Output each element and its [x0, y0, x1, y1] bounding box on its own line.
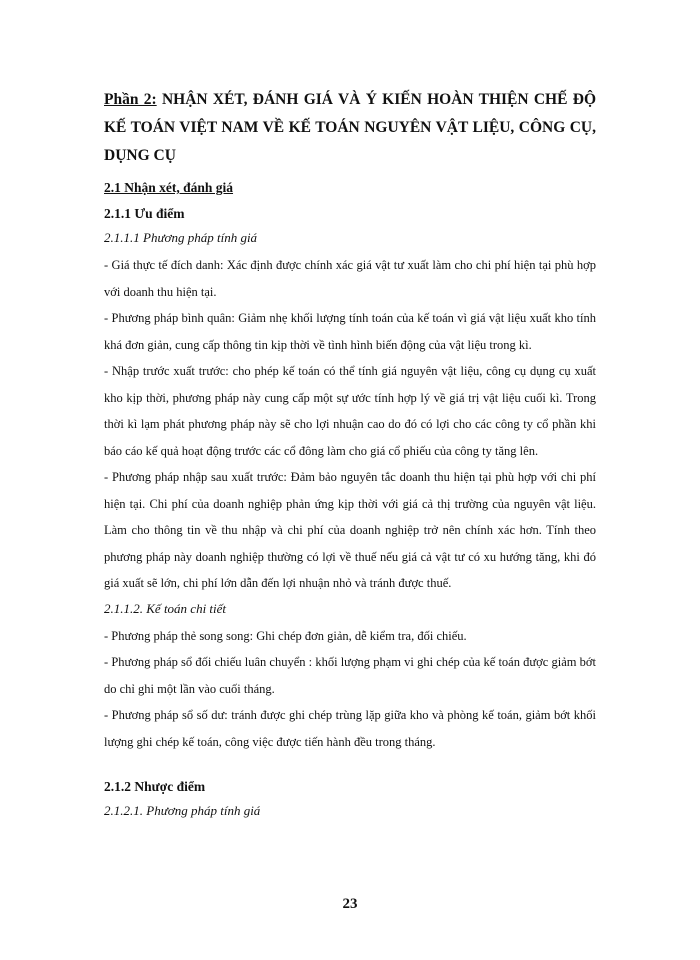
paragraph: - Nhập trước xuất trước: cho phép kế toán có thể tính giá nguyên vật liệu, công cụ dụng cụ xuất kho kịp thời, phương pháp này cung cấp một sự ước tính hợp lý về giá trị vật liệu cuối kì. Trong thời kì lạm phát phương pháp này sẽ cho lợi nhuận cao do đó có lợi cho các công ty cổ phần khi báo cáo kế quả hoạt động trước các cổ đông làm cho giá cổ phiếu của công ty tăng lên. — [104, 364, 596, 458]
section-heading-2-1-2-1: 2.1.2.1. Phương pháp tính giá — [104, 803, 261, 818]
paragraph: - Phương pháp bình quân: Giảm nhẹ khối lượng tính toán của kế toán vì giá vật liệu xuất kho tính khá đơn giản, cung cấp thông tin kịp thời về tình hình biến động của vật liệu trong kì. — [104, 311, 596, 352]
part-title — [104, 86, 596, 170]
paragraph: - Giá thực tế đích danh: Xác định được chính xác giá vật tư xuất làm cho chi phí hiện tại phù hợp với doanh thu hiện tại. — [104, 258, 596, 299]
section-heading-2-1-2: 2.1.2 Nhược điểm — [104, 779, 206, 794]
section-heading-2-1: 2.1 Nhận xét, đánh giá — [104, 180, 234, 195]
spacer — [104, 755, 596, 777]
page-number: 23 — [342, 896, 358, 912]
part-title-text: NHẬN XÉT, ĐÁNH GIÁ VÀ Ý KIẾN HOÀN THIỆN CHẾ ĐỘ KẾ TOÁN VIỆT NAM VỀ KẾ TOÁN NGUYÊN VẬT LIỆU, CÔNG CỤ, DỤNG CỤ — [104, 91, 596, 164]
section-heading-2-1-1-2: 2.1.1.2. Kế toán chi tiết — [104, 600, 227, 616]
section-heading-2-1-1: 2.1.1 Ưu điểm — [104, 206, 185, 221]
page-content — [104, 86, 596, 825]
paragraph: - Phương pháp nhập sau xuất trước: Đảm bảo nguyên tắc doanh thu hiện tại phù hợp với chi phí hiện tại. Chi phí của doanh nghiệp phản ứng kịp thời với giá cả thị trường của nguyên vật liệu. Làm cho thông tin về thu nhập và chi phí của doanh nghiệp trở nên chính xác hơn. Tính theo phương pháp này doanh nghiệp thường có lợi về thuế nếu giá cả vật tư có xu hướng tăng, khi đó giá xuất sẽ lớn, chi phí lớn dẫn đến lợi nhuận nhỏ và tránh được thuế. — [104, 470, 596, 590]
section-heading-2-1-1-1: 2.1.1.1 Phương pháp tính giá — [104, 230, 258, 245]
paragraph: - Phương pháp sổ đối chiếu luân chuyển : khối lượng phạm vi ghi chép của kế toán được giảm bớt do chỉ ghi một lần vào cuối tháng. — [104, 655, 596, 696]
part-label: Phần 2: — [104, 91, 157, 108]
paragraph: - Phương pháp thẻ song song: Ghi chép đơn giản, dễ kiểm tra, đối chiếu. — [104, 628, 467, 643]
paragraph: - Phương pháp sổ số dư: tránh được ghi chép trùng lặp giữa kho và phòng kế toán, giảm bớt khối lượng ghi chép kế toán, công việc được tiến hành đều trong tháng. — [104, 708, 596, 749]
